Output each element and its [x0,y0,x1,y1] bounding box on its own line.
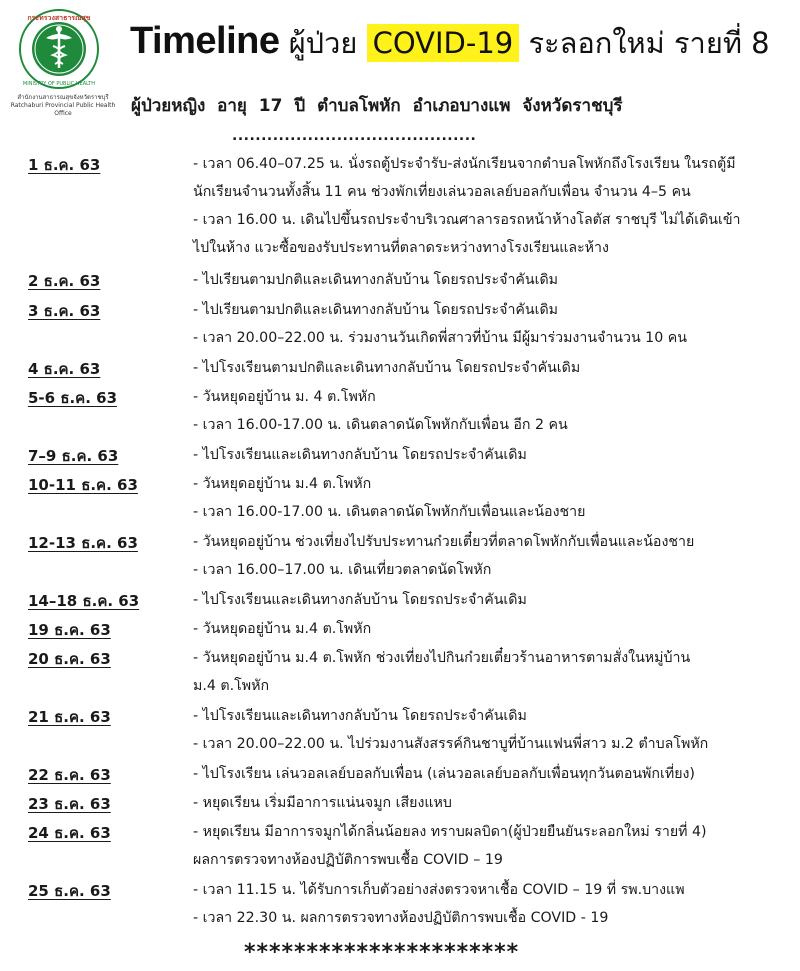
timeline-line: - หยุดเรียน มีอาการจมูกได้กลิ่นน้อยลง ทราบผลบิดา(ผู้ป่วยยืนยันระลอกใหม่ รายที่ 4) [193,824,707,840]
timeline-details [193,470,783,526]
timeline-details [193,644,783,700]
timeline-line: - เวลา 06.40–07.25 น. นั่งรถตู้ประจำรับ-ส่งนักเรียนจากตำบลโพหักถึงโรงเรียน ในรถตู้มี [193,156,736,172]
timeline-details [193,876,783,932]
ministry-logo [18,8,100,90]
timeline-line: - เวลา 20.00–22.00 น. ร่วมงานวันเกิดพี่สาวที่บ้าน มีผู้มาร่วมงานจำนวน 10 คน [193,330,687,346]
timeline-line: - ไปเรียนตามปกติและเดินทางกลับบ้าน โดยรถประจำคันเดิม [193,302,559,318]
timeline-details [193,383,783,439]
timeline-date: 12-13 ธ.ค. 63 [28,534,138,552]
timeline-line: ไปในห้าง แวะซื้อของรับประทานที่ตลาดระหว่างทางโรงเรียนและห้าง [193,240,609,256]
timeline-date: 24 ธ.ค. 63 [28,824,111,842]
timeline-line: - ไปโรงเรียนและเดินทางกลับบ้าน โดยรถประจำคันเดิม [193,592,527,608]
timeline-line: - วันหยุดอยู่บ้าน ม.4 ต.โพหัก [193,476,372,492]
timeline-line: นักเรียนจำนวนทั้งสิ้น 11 คน ช่วงพักเที่ยงเล่นวอลเลย์บอลกับเพื่อน จำนวน 4–5 คน [193,184,691,200]
timeline-line: - เวลา 16.00–17.00 น. เดินเที่ยวตลาดนัดโพหัก [193,562,492,578]
timeline-line: ม.4 ต.โพหัก [193,678,270,694]
timeline-date: 14–18 ธ.ค. 63 [28,592,140,610]
timeline-line: - ไปโรงเรียนและเดินทางกลับบ้าน โดยรถประจำคันเดิม [193,447,527,463]
timeline-date: 4 ธ.ค. 63 [28,360,101,378]
timeline-date: 22 ธ.ค. 63 [28,766,111,784]
timeline-details [193,586,783,614]
timeline-line: - ไปโรงเรียนและเดินทางกลับบ้าน โดยรถประจำคันเดิม [193,708,527,724]
timeline-details [193,615,783,643]
timeline-line: - เวลา 16.00 น. เดินไปขึ้นรถประจำบริเวณศาลารอรถหน้าห้างโลตัส ราชบุรี ไม่ได้เดินเข้า [193,212,741,228]
timeline-details [193,441,783,469]
timeline-line: - ไปโรงเรียนตามปกติและเดินทางกลับบ้าน โดยรถประจำคันเดิม [193,360,581,376]
timeline-details [193,354,783,382]
timeline-line: - วันหยุดอยู่บ้าน ม. 4 ต.โพหัก [193,389,376,405]
footer-stars: ********************** [244,940,520,965]
timeline-line: ผลการตรวจทางห้องปฏิบัติการพบเชื้อ COVID – 19 [193,852,503,868]
timeline-date: 7–9 ธ.ค. 63 [28,447,119,465]
timeline-details [193,266,783,294]
timeline-date: 10-11 ธ.ค. 63 [28,476,138,494]
timeline-line: - ไปโรงเรียน เล่นวอลเลย์บอลกับเพื่อน (เล่นวอลเลย์บอลกับเพื่อนทุกวันตอนพักเที่ยง) [193,766,695,782]
timeline-date: 25 ธ.ค. 63 [28,882,111,900]
timeline-details [193,296,783,352]
timeline-line: - วันหยุดอยู่บ้าน ม.4 ต.โพหัก [193,621,372,637]
timeline-date: 5-6 ธ.ค. 63 [28,389,118,407]
timeline-date: 1 ธ.ค. 63 [28,156,101,174]
timeline-line: - เวลา 16.00-17.00 น. เดินตลาดนัดโพหักกับเพื่อน อีก 2 คน [193,417,568,433]
timeline-date: 20 ธ.ค. 63 [28,650,111,668]
page-title [130,20,770,66]
title-main: Timeline [130,20,280,62]
timeline-details [193,760,783,788]
timeline-line: - เวลา 22.30 น. ผลการตรวจทางห้องปฏิบัติการพบเชื้อ COVID - 19 [193,910,609,926]
title-part1: ผู้ป่วย [288,26,358,60]
timeline-line: - หยุดเรียน เริ่มมีอาการแน่นจมูก เสียงแหบ [193,795,452,811]
timeline-line: - เวลา 16.00-17.00 น. เดินตลาดนัดโพหักกับเพื่อนและน้องชาย [193,504,586,520]
timeline-date: 21 ธ.ค. 63 [28,708,111,726]
timeline-date: 23 ธ.ค. 63 [28,795,111,813]
timeline-details [193,150,783,262]
timeline-line: - วันหยุดอยู่บ้าน ช่วงเที่ยงไปรับประทานก๋วยเตี๋ยวที่ตลาดโพหักกับเพื่อนและน้องชาย [193,534,695,550]
timeline-date: 3 ธ.ค. 63 [28,302,101,320]
title-part2: ระลอกใหม่ รายที่ 8 [528,26,770,60]
timeline-details [193,818,783,874]
office-name-th: สำนักงานสาธารณสุขจังหวัดราชบุรี [17,94,109,101]
timeline-details [193,789,783,817]
patient-info: ผู้ป่วยหญิง อายุ 17 ปี ตำบลโพหัก อำเภอบางแพ จังหวัดราชบุรี [131,96,623,116]
timeline-line: - เวลา 20.00–22.00 น. ไปร่วมงานสังสรรค์กินชาบูที่บ้านแฟนพี่สาว ม.2 ตำบลโพหัก [193,736,709,752]
office-name [4,94,122,118]
office-name-en: Ratchaburi Provincial Public Health Office [10,102,116,117]
divider: .......................................... [232,128,477,144]
timeline-line: - วันหยุดอยู่บ้าน ม.4 ต.โพหัก ช่วงเที่ยงไปกินก๋วยเตี๋ยวร้านอาหารตามสั่งในหมู่บ้าน [193,650,691,666]
timeline-date: 19 ธ.ค. 63 [28,621,111,639]
timeline-details [193,528,783,584]
timeline-line: - เวลา 11.15 น. ได้รับการเก็บตัวอย่างส่งตรวจหาเชื้อ COVID – 19 ที่ รพ.บางแพ [193,882,685,898]
timeline-details [193,702,783,758]
svg-text:กระทรวงสาธารณสุข: กระทรวงสาธารณสุข [27,14,91,22]
timeline-date: 2 ธ.ค. 63 [28,272,101,290]
title-highlight: COVID-19 [367,24,520,62]
svg-text:MINISTRY OF PUBLIC HEALTH: MINISTRY OF PUBLIC HEALTH [22,81,96,87]
timeline-line: - ไปเรียนตามปกติและเดินทางกลับบ้าน โดยรถประจำคันเดิม [193,272,559,288]
